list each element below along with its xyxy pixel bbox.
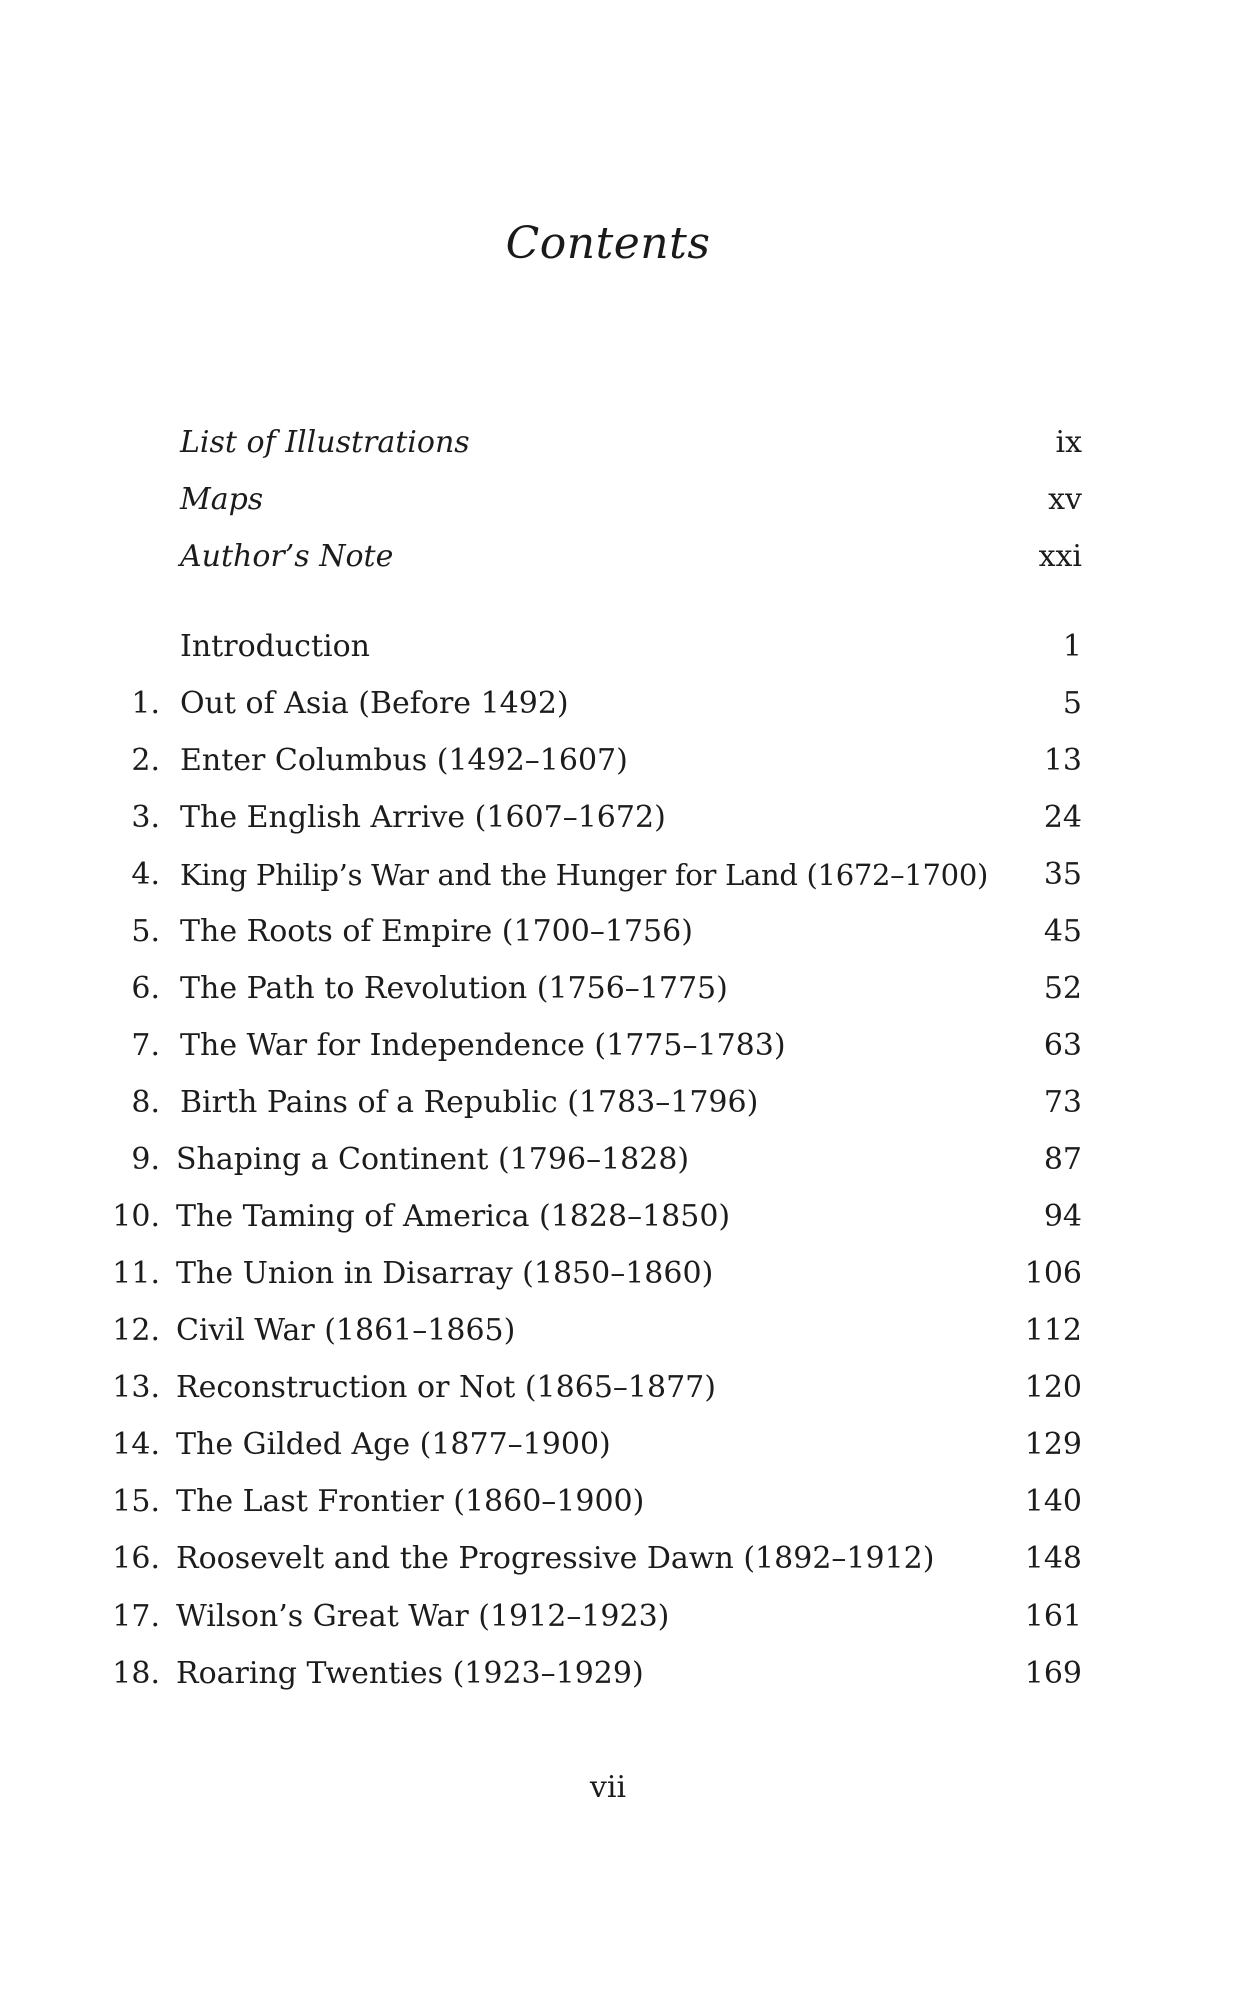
toc-entry-title: The War for Independence (1775–1783) xyxy=(180,1028,786,1063)
toc-entry-title: The Taming of America (1828–1850) xyxy=(176,1199,731,1234)
toc-entry-title: King Philip’s War and the Hunger for Land (1672–1700) xyxy=(180,858,988,892)
toc-entry-title: Wilson’s Great War (1912–1923) xyxy=(176,1599,670,1634)
toc-entry-number: 16. xyxy=(112,1541,160,1576)
toc-entry-page: 129 xyxy=(1024,1427,1082,1462)
toc-entry-number: 17. xyxy=(112,1599,160,1634)
toc-entry-title: Civil War (1861–1865) xyxy=(176,1313,516,1348)
toc-entry-page: 52 xyxy=(1043,971,1082,1006)
toc-entry-title: Shaping a Continent (1796–1828) xyxy=(176,1142,690,1177)
toc-entry-title: Roosevelt and the Progressive Dawn (1892–1912) xyxy=(176,1541,935,1576)
toc-entry-number: 8. xyxy=(131,1085,160,1120)
toc-entry-page: 45 xyxy=(1043,914,1082,949)
toc-entry-number: 3. xyxy=(131,800,160,835)
toc-entry-page: 13 xyxy=(1043,743,1082,778)
toc-entry-number: 15. xyxy=(112,1484,160,1519)
toc-entry-chapter-16[interactable] xyxy=(0,1539,1254,1579)
toc-entry-page: 73 xyxy=(1043,1085,1082,1120)
toc-entry-list-of-illustrations[interactable] xyxy=(0,423,1254,463)
toc-entry-chapter-6[interactable] xyxy=(0,969,1254,1009)
toc-entry-chapter-17[interactable] xyxy=(0,1597,1254,1637)
toc-entry-number: 9. xyxy=(131,1142,160,1177)
toc-entry-page: 161 xyxy=(1024,1599,1082,1634)
toc-entry-page: 35 xyxy=(1043,857,1082,892)
toc-entry-number: 1. xyxy=(131,686,160,721)
toc-entry-page: 148 xyxy=(1024,1541,1082,1576)
toc-entry-page: 1 xyxy=(1062,629,1082,664)
toc-entry-page: 94 xyxy=(1043,1199,1082,1234)
toc-entry-chapter-15[interactable] xyxy=(0,1482,1254,1522)
toc-entry-number: 11. xyxy=(112,1256,160,1291)
toc-entry-number: 13. xyxy=(112,1370,160,1405)
toc-entry-page: 169 xyxy=(1024,1656,1082,1691)
toc-entry-number: 5. xyxy=(131,914,160,949)
toc-entry-title: The English Arrive (1607–1672) xyxy=(180,800,666,835)
toc-entry-chapter-1[interactable] xyxy=(0,684,1254,724)
toc-entry-page: ix xyxy=(1055,425,1082,460)
toc-entry-chapter-14[interactable] xyxy=(0,1425,1254,1465)
toc-entry-chapter-13[interactable] xyxy=(0,1368,1254,1408)
toc-entry-title: Birth Pains of a Republic (1783–1796) xyxy=(180,1085,759,1120)
toc-entry-title: Enter Columbus (1492–1607) xyxy=(180,743,628,778)
toc-entry-chapter-7[interactable] xyxy=(0,1026,1254,1066)
toc-entry-title: Roaring Twenties (1923–1929) xyxy=(176,1656,644,1691)
toc-entry-chapter-3[interactable] xyxy=(0,798,1254,838)
toc-entry-number: 4. xyxy=(131,857,160,892)
toc-entry-page: 24 xyxy=(1043,800,1082,835)
toc-entry-number: 10. xyxy=(112,1199,160,1234)
toc-entry-title: List of Illustrations xyxy=(180,425,470,460)
toc-entry-title: Introduction xyxy=(180,629,370,664)
toc-entry-chapter-18[interactable] xyxy=(0,1654,1254,1694)
toc-entry-number: 12. xyxy=(112,1313,160,1348)
toc-entry-page: xxi xyxy=(1038,539,1082,574)
toc-entry-title: The Gilded Age (1877–1900) xyxy=(176,1427,611,1462)
toc-entry-page: 106 xyxy=(1024,1256,1082,1291)
toc-entry-page: xv xyxy=(1048,482,1082,517)
toc-entry-number: 6. xyxy=(131,971,160,1006)
toc-entry-chapter-4[interactable] xyxy=(0,855,1254,895)
toc-entry-chapter-5[interactable] xyxy=(0,912,1254,952)
toc-entry-page: 120 xyxy=(1024,1370,1082,1405)
toc-entry-chapter-11[interactable] xyxy=(0,1254,1254,1294)
toc-entry-chapter-10[interactable] xyxy=(0,1197,1254,1237)
toc-entry-authors-note[interactable] xyxy=(0,537,1254,577)
toc-entry-title: Reconstruction or Not (1865–1877) xyxy=(176,1370,716,1405)
toc-entry-page: 87 xyxy=(1043,1142,1082,1177)
toc-entry-page: 140 xyxy=(1024,1484,1082,1519)
toc-entry-number: 14. xyxy=(112,1427,160,1462)
toc-entry-title: The Union in Disarray (1850–1860) xyxy=(176,1256,714,1291)
toc-entry-chapter-12[interactable] xyxy=(0,1311,1254,1351)
toc-entry-title: The Roots of Empire (1700–1756) xyxy=(180,914,693,949)
toc-entry-title: Out of Asia (Before 1492) xyxy=(180,686,569,721)
toc-entry-page: 112 xyxy=(1024,1313,1082,1348)
toc-entry-chapter-2[interactable] xyxy=(0,741,1254,781)
toc-entry-title: Maps xyxy=(180,482,264,517)
toc-entry-title: Author’s Note xyxy=(180,539,394,574)
toc-entry-title: The Last Frontier (1860–1900) xyxy=(176,1484,645,1519)
toc-entry-page: 63 xyxy=(1043,1028,1082,1063)
toc-entry-chapter-9[interactable] xyxy=(0,1140,1254,1180)
toc-entry-number: 7. xyxy=(131,1028,160,1063)
toc-entry-page: 5 xyxy=(1062,686,1082,721)
page-number: vii xyxy=(589,1770,627,1805)
page-title: Contents xyxy=(505,218,711,269)
toc-entry-introduction[interactable] xyxy=(0,627,1254,667)
toc-entry-title: The Path to Revolution (1756–1775) xyxy=(180,971,728,1006)
toc-entry-chapter-8[interactable] xyxy=(0,1083,1254,1123)
toc-entry-maps[interactable] xyxy=(0,480,1254,520)
toc-entry-number: 2. xyxy=(131,743,160,778)
toc-entry-number: 18. xyxy=(112,1656,160,1691)
